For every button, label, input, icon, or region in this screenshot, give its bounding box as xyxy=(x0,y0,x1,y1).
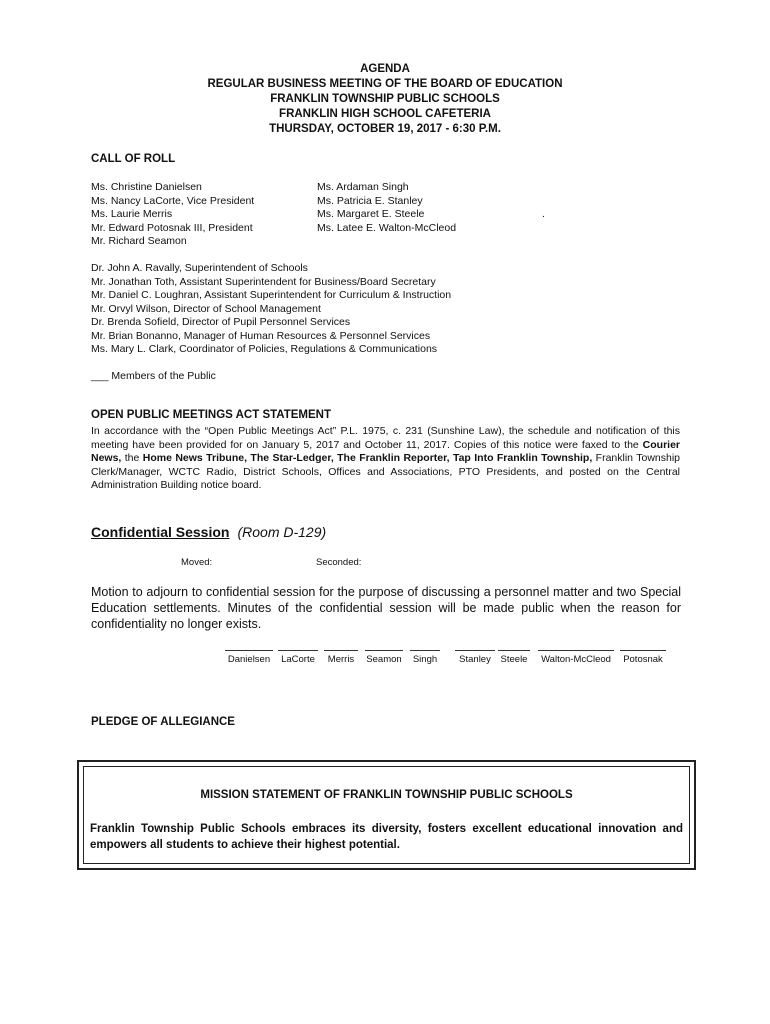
vote-name: Stanley xyxy=(459,654,491,665)
roll-member: Ms. Ardaman Singh xyxy=(317,181,409,193)
vote-name: Singh xyxy=(412,654,438,665)
agenda-header xyxy=(0,62,770,137)
roll-member: Ms. Nancy LaCorte, Vice President xyxy=(91,194,255,207)
vote-name: Steele xyxy=(500,654,528,665)
mission-title: MISSION STATEMENT OF FRANKLIN TOWNSHIP PUBLIC SCHOOLS xyxy=(200,789,573,801)
opma-text: In accordance with the “Open Public Meetings Act” P.L. 1975, c. 231 (Sunshine Law), the schedule and notification of this meeting have been provided for on January 5, 2017 and October 11, 2017. Copies of this notice were faxed to the xyxy=(91,425,680,451)
opma-text: the xyxy=(121,452,143,464)
stray-dot: . xyxy=(542,208,545,220)
mission-statement-box xyxy=(77,760,696,870)
opma-bold-text: Home News Tribune, The Star-Ledger, The Franklin Reporter, Tap Into Franklin Township, xyxy=(142,452,593,464)
opma-statement xyxy=(91,425,680,493)
vote-walton-mccleod xyxy=(538,650,614,665)
vote-name: Merris xyxy=(327,654,355,665)
public-line: ___ Members of the Public xyxy=(91,370,216,382)
header-line: FRANKLIN HIGH SCHOOL CAFETERIA xyxy=(279,108,491,120)
staff-member: Dr. John A. Ravally, Superintendent of Schools xyxy=(91,262,308,274)
roll-member: Ms. Margaret E. Steele xyxy=(317,208,425,220)
vote-stanley xyxy=(455,650,495,665)
vote-danielsen xyxy=(225,650,273,665)
roll-left-column xyxy=(91,181,254,249)
vote-singh xyxy=(410,650,440,665)
header-line: FRANKLIN TOWNSHIP PUBLIC SCHOOLS xyxy=(270,93,500,105)
header-line: AGENDA xyxy=(360,63,410,75)
mission-statement-inner-border xyxy=(83,766,690,864)
seconded-label: Seconded: xyxy=(316,557,362,568)
vote-steele xyxy=(498,650,530,665)
staff-member: Mr. Orvyl Wilson, Director of School Management xyxy=(91,302,321,315)
staff-member: Dr. Brenda Sofield, Director of Pupil Personnel Services xyxy=(91,316,351,328)
vote-lacorte xyxy=(278,650,318,665)
vote-seamon xyxy=(365,650,403,665)
staff-list xyxy=(91,262,451,357)
roll-member: Mr. Richard Seamon xyxy=(91,235,187,247)
vote-merris xyxy=(324,650,358,665)
confidential-room: (Room D-129) xyxy=(237,524,327,540)
vote-name: Danielsen xyxy=(227,654,271,665)
header-line: THURSDAY, OCTOBER 19, 2017 - 6:30 P.M. xyxy=(269,123,501,135)
roll-member: Ms. Latee E. Walton-McCleod xyxy=(317,221,457,234)
staff-member: Mr. Daniel C. Loughran, Assistant Superintendent for Curriculum & Instruction xyxy=(91,289,452,301)
confidential-session-heading xyxy=(91,524,326,540)
vote-potosnak xyxy=(620,650,666,665)
confidential-title: Confidential Session xyxy=(91,524,230,540)
roll-member: Mr. Edward Potosnak III, President xyxy=(91,221,253,234)
opma-title: OPEN PUBLIC MEETINGS ACT STATEMENT xyxy=(91,409,332,421)
staff-member: Ms. Mary L. Clark, Coordinator of Policies, Regulations & Communications xyxy=(91,343,438,355)
moved-label: Moved: xyxy=(181,557,213,568)
opma-text: Franklin Township Clerk/Manager, WCTC Radio, District Schools, Offices and Associations, PTO Presidents, and posted on the Central Administration Building notice board. xyxy=(91,452,680,491)
staff-member: Mr. Jonathan Toth, Assistant Superintendent for Business/Board Secretary xyxy=(91,275,436,288)
vote-name: Seamon xyxy=(366,654,402,665)
roll-right-column xyxy=(317,181,456,235)
staff-member: Mr. Brian Bonanno, Manager of Human Resources & Personnel Services xyxy=(91,329,431,342)
motion-text: Motion to adjourn to confidential session for the purpose of discussing a personnel matter and two Special Education settlements. Minutes of the confidential session will be made public when the reason for confidentiality no longer exists. xyxy=(91,585,681,631)
roll-member: Ms. Laurie Merris xyxy=(91,208,173,220)
mission-text: Franklin Township Public Schools embraces its diversity, fosters excellent educational innovation and empowers all students to achieve their highest potential. xyxy=(90,823,683,851)
opma-bold-text: Courier News, xyxy=(91,438,680,464)
header-line: REGULAR BUSINESS MEETING OF THE BOARD OF EDUCATION xyxy=(207,78,563,90)
vote-name: Potosnak xyxy=(623,654,663,665)
vote-name: LaCorte xyxy=(281,654,315,665)
vote-name: Walton-McCleod xyxy=(541,654,611,665)
roll-member: Ms. Patricia E. Stanley xyxy=(317,194,423,207)
call-of-roll-title: CALL OF ROLL xyxy=(91,153,176,165)
pledge-title: PLEDGE OF ALLEGIANCE xyxy=(91,716,235,728)
members-of-public xyxy=(91,370,216,384)
roll-member: Ms. Christine Danielsen xyxy=(91,181,202,193)
